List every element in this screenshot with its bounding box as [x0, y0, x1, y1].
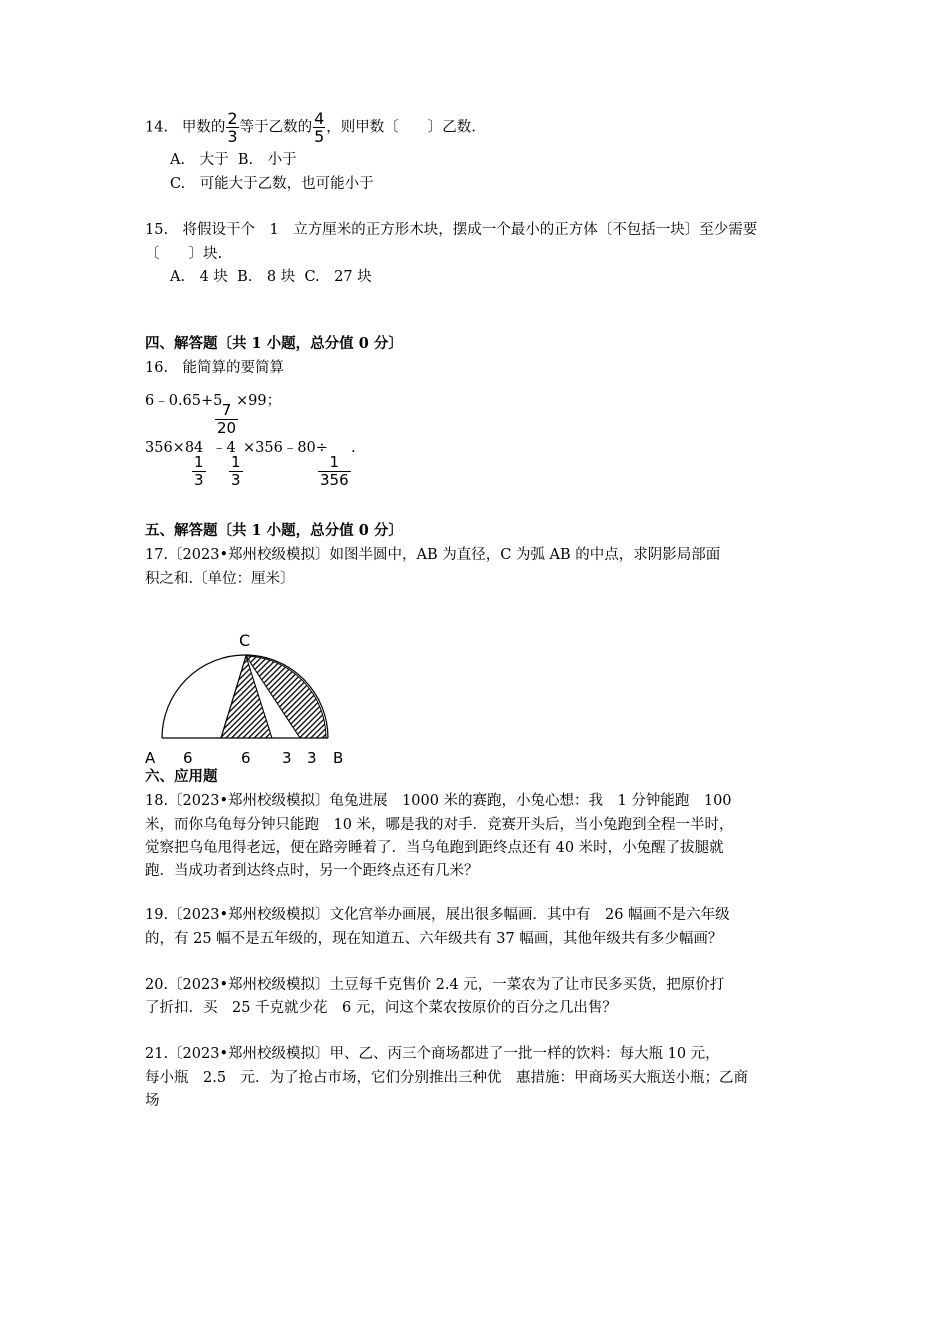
fraction-1-3-b: $\frac{1}{3}$ [231, 453, 241, 489]
section-6-heading: 六、应用题 [145, 768, 218, 785]
fraction-1-356: $\frac{1}{356}$ [320, 453, 349, 489]
expression-2-end: . [351, 440, 356, 456]
q15-option-b: B. 8 块 [237, 269, 296, 285]
expression-2: 356×84 [145, 440, 204, 456]
label-seg-4: 3 [307, 749, 317, 767]
q15-option-c: C. 27 块 [304, 269, 372, 285]
question-15-line-1: 15. 将假设干个 1 立方厘米的正方形木块，摆成一个最小的正方体〔不包括一块〕至少需要 [145, 222, 758, 238]
question-18-line-4: 跑．当成功者到达终点时，另一个距终点还有几米？ [145, 863, 479, 879]
fraction-2-3: $\frac{2}{3}$ [227, 109, 238, 146]
expression-1-tail: ×99； [236, 393, 282, 409]
question-14: 14. 甲数的 $\frac{2}{3}$ 等于乙数的 $\frac{4}{5}$ ，则甲数〔 〕乙数. [145, 109, 476, 146]
label-seg-3: 3 [282, 749, 292, 767]
label-seg-1: 6 [183, 749, 193, 767]
question-20-line-2: 了折扣．买 25 千克就少花 6 元，问这个菜农按原价的百分之几出售？ [145, 1000, 617, 1016]
fraction-4-5: $\frac{4}{5}$ [314, 109, 325, 146]
q14-option-b: B. 小于 [237, 152, 297, 168]
question-18-line-2: 米，而你乌龟每分钟只能跑 10 米，哪是我的对手．竞赛开头后，当小兔跑到全程一半时， [145, 817, 734, 833]
label-b: B [333, 749, 344, 767]
q14-option-c: C. 可能大于乙数，也可能小于 [170, 176, 374, 192]
semicircle-figure [140, 625, 360, 770]
q14-options-ab [170, 150, 297, 170]
question-21-line-3: 场 [145, 1093, 160, 1109]
question-17-line-1: 17.〔2023•郑州校级模拟〕如图半圆中，AB 为直径，C 为弧 AB 的中点，求阴影局部面 [145, 547, 721, 563]
q14-option-a: A. 大于 [170, 152, 229, 168]
fraction-1-3-a: $\frac{1}{3}$ [194, 453, 204, 489]
label-seg-2: 6 [241, 749, 251, 767]
q15-option-a: A. 4 块 [170, 269, 228, 285]
section-4-heading: 四、解答题〔共 1 小题，总分值 0 分〕 [145, 335, 403, 352]
question-19-line-1: 19.〔2023•郑州校级模拟〕文化宫举办画展，展出很多幅画．其中有 26 幅画不是六年级 [145, 907, 730, 923]
label-a: A [145, 749, 156, 767]
question-19-line-2: 的，有 25 幅不是五年级的，现在知道五、六年级共有 37 幅画，其他年级共有多少幅画？ [145, 931, 723, 947]
question-15-line-2: 〔 〕块. [145, 246, 223, 262]
question-21-line-2: 每小瓶 2.5 元．为了抢占市场，它们分别推出三种优 惠措施：甲商场买大瓶送小瓶；乙商 [145, 1070, 749, 1086]
fraction-7-20: $\frac{7}{20}$ [217, 401, 237, 437]
section-5-heading: 五、解答题〔共 1 小题，总分值 0 分〕 [145, 522, 403, 539]
question-17-line-2: 积之和.〔单位：厘米〕 [145, 571, 295, 587]
expression-1: 6﹣0.65+5 [145, 393, 223, 409]
expression-2-mid: ×356﹣80÷ [243, 440, 328, 456]
question-18-line-3: 觉察把乌龟甩得老远，便在路旁睡着了．当乌龟跑到距终点还有 40 米时，小兔醒了拔腿就 [145, 840, 724, 856]
question-21-line-1: 21.〔2023•郑州校级模拟〕甲、乙、丙三个商场都进了一批一样的饮料：每大瓶 10 元， [145, 1046, 720, 1062]
label-c: C [239, 631, 251, 650]
q15-options [170, 267, 372, 287]
question-18-line-1: 18.〔2023•郑州校级模拟〕龟兔进展 1000 米的赛跑，小兔心想：我 1 分钟能跑 100 [145, 793, 732, 809]
question-20-line-1: 20.〔2023•郑州校级模拟〕土豆每千克售价 2.4 元，一菜农为了让市民多买货，把原价打 [145, 977, 725, 993]
expression-2-minus: ﹣4 [212, 440, 236, 456]
question-16: 16. 能简算的要简算 [145, 360, 285, 376]
